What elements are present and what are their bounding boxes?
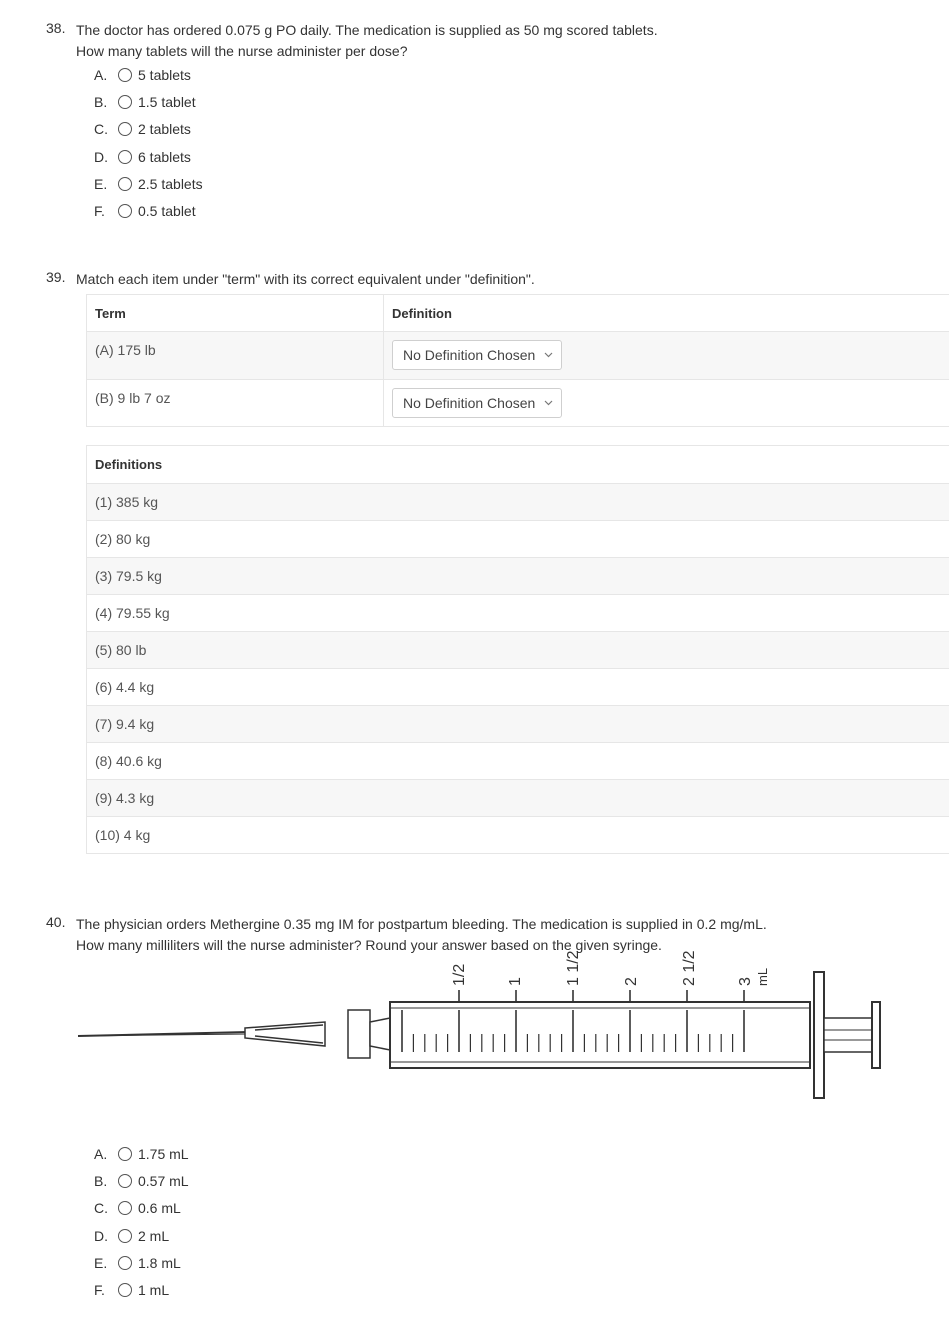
definition-item: (3) 79.5 kg	[87, 558, 949, 595]
choice-letter: B.	[94, 1172, 108, 1189]
needle	[78, 1010, 390, 1058]
scale-label: 1/2	[451, 963, 468, 986]
answer-choice-b[interactable]	[94, 1167, 189, 1194]
chevron-down-icon	[543, 350, 553, 360]
answer-choice-e[interactable]	[94, 1249, 189, 1276]
question-text: Match each item under "term" with its correct equivalent under "definition".	[76, 271, 535, 287]
choice-letter: F.	[94, 1282, 105, 1299]
term-cell: (A) 175 lb	[87, 332, 384, 379]
plunger	[814, 972, 880, 1098]
choice-letter: D.	[94, 148, 108, 165]
radio-button[interactable]	[118, 1147, 132, 1161]
choice-label: 1.75 mL	[138, 1145, 189, 1162]
answer-choice-a[interactable]	[94, 61, 203, 88]
radio-button[interactable]	[118, 1201, 132, 1215]
scale-label: 1	[507, 977, 524, 986]
choice-letter: B.	[94, 93, 108, 110]
answer-choice-d[interactable]	[94, 143, 203, 170]
choice-letter: D.	[94, 1227, 108, 1244]
question-text-line: How many milliliters will the nurse administer? Round your answer based on the given syringe.	[76, 937, 662, 953]
radio-button[interactable]	[118, 1283, 132, 1297]
chevron-down-icon	[543, 398, 553, 408]
matching-row	[87, 380, 949, 428]
answer-choices	[94, 1140, 189, 1304]
definition-item: (5) 80 lb	[87, 632, 949, 669]
choice-letter: A.	[94, 1145, 108, 1162]
definition-item: (10) 4 kg	[87, 817, 949, 854]
definition-cell	[384, 332, 949, 379]
definition-item: (7) 9.4 kg	[87, 706, 949, 743]
answer-choice-d[interactable]	[94, 1222, 189, 1249]
answer-choice-c[interactable]	[94, 116, 203, 143]
choice-label: 0.5 tablet	[138, 203, 196, 220]
syringe-image	[70, 950, 890, 1113]
definition-item: (8) 40.6 kg	[87, 743, 949, 780]
scale-unit-label: mL	[755, 967, 770, 986]
radio-button[interactable]	[118, 150, 132, 164]
question-text-line: How many tablets will the nurse administer per dose?	[76, 43, 408, 59]
definition-cell	[384, 380, 949, 427]
question-text-line: The doctor has ordered 0.075 g PO daily. The medication is supplied as 50 mg scored tablets.	[76, 22, 658, 38]
question-number: 40.	[46, 914, 66, 930]
term-cell: (B) 9 lb 7 oz	[87, 380, 384, 427]
definition-select[interactable]	[392, 340, 562, 370]
definition-item: (9) 4.3 kg	[87, 780, 949, 817]
scale-label: 1 1/2	[565, 950, 582, 986]
answer-choice-f[interactable]	[94, 197, 203, 224]
question-text	[76, 20, 936, 62]
definition-select[interactable]	[392, 388, 562, 418]
choice-label: 0.57 mL	[138, 1172, 189, 1189]
definition-item: (4) 79.55 kg	[87, 595, 949, 632]
radio-button[interactable]	[118, 122, 132, 136]
definitions-header: Definitions	[87, 446, 949, 484]
radio-button[interactable]	[118, 68, 132, 82]
radio-button[interactable]	[118, 1174, 132, 1188]
matching-row	[87, 332, 949, 380]
choice-label: 5 tablets	[138, 66, 191, 83]
scale-label: 3	[737, 977, 754, 986]
choice-letter: E.	[94, 175, 108, 192]
choice-label: 2.5 tablets	[138, 175, 203, 192]
answer-choice-a[interactable]	[94, 1140, 189, 1167]
select-value: No Definition Chosen	[403, 394, 536, 411]
definition-column-header: Definition	[392, 305, 452, 321]
choice-label: 2 mL	[138, 1227, 170, 1244]
choice-letter: C.	[94, 121, 108, 138]
choice-letter: F.	[94, 203, 105, 220]
answer-choice-b[interactable]	[94, 88, 203, 115]
choice-label: 6 tablets	[138, 148, 191, 165]
choice-letter: C.	[94, 1200, 108, 1217]
radio-button[interactable]	[118, 95, 132, 109]
choice-label: 2 tablets	[138, 121, 191, 138]
matching-table	[86, 294, 949, 427]
term-column-header: Term	[87, 295, 384, 331]
definition-item: (2) 80 kg	[87, 521, 949, 558]
answer-choice-f[interactable]	[94, 1276, 189, 1303]
definition-item: (1) 385 kg	[87, 484, 949, 521]
choice-letter: A.	[94, 66, 108, 83]
syringe-barrel	[390, 990, 810, 1068]
scale-label: 2	[623, 977, 640, 986]
choice-label: 1.5 tablet	[138, 93, 196, 110]
select-value: No Definition Chosen	[403, 347, 536, 364]
radio-button[interactable]	[118, 1229, 132, 1243]
question-number: 38.	[46, 20, 66, 36]
answer-choices	[94, 61, 203, 225]
question-number: 39.	[46, 269, 66, 285]
answer-choice-c[interactable]	[94, 1195, 189, 1222]
matching-table-header	[87, 295, 949, 332]
radio-button[interactable]	[118, 1256, 132, 1270]
question-text-line: The physician orders Methergine 0.35 mg IM for postpartum bleeding. The medication is supplied in 0.2 mg/mL.	[76, 916, 767, 932]
choice-letter: E.	[94, 1254, 108, 1271]
definitions-table	[86, 445, 949, 854]
definition-item: (6) 4.4 kg	[87, 669, 949, 706]
choice-label: 1.8 mL	[138, 1254, 181, 1271]
choice-label: 1 mL	[138, 1282, 170, 1299]
answer-choice-e[interactable]	[94, 170, 203, 197]
radio-button[interactable]	[118, 204, 132, 218]
choice-label: 0.6 mL	[138, 1200, 181, 1217]
radio-button[interactable]	[118, 177, 132, 191]
scale-labels	[451, 950, 770, 986]
scale-label: 2 1/2	[681, 950, 698, 986]
